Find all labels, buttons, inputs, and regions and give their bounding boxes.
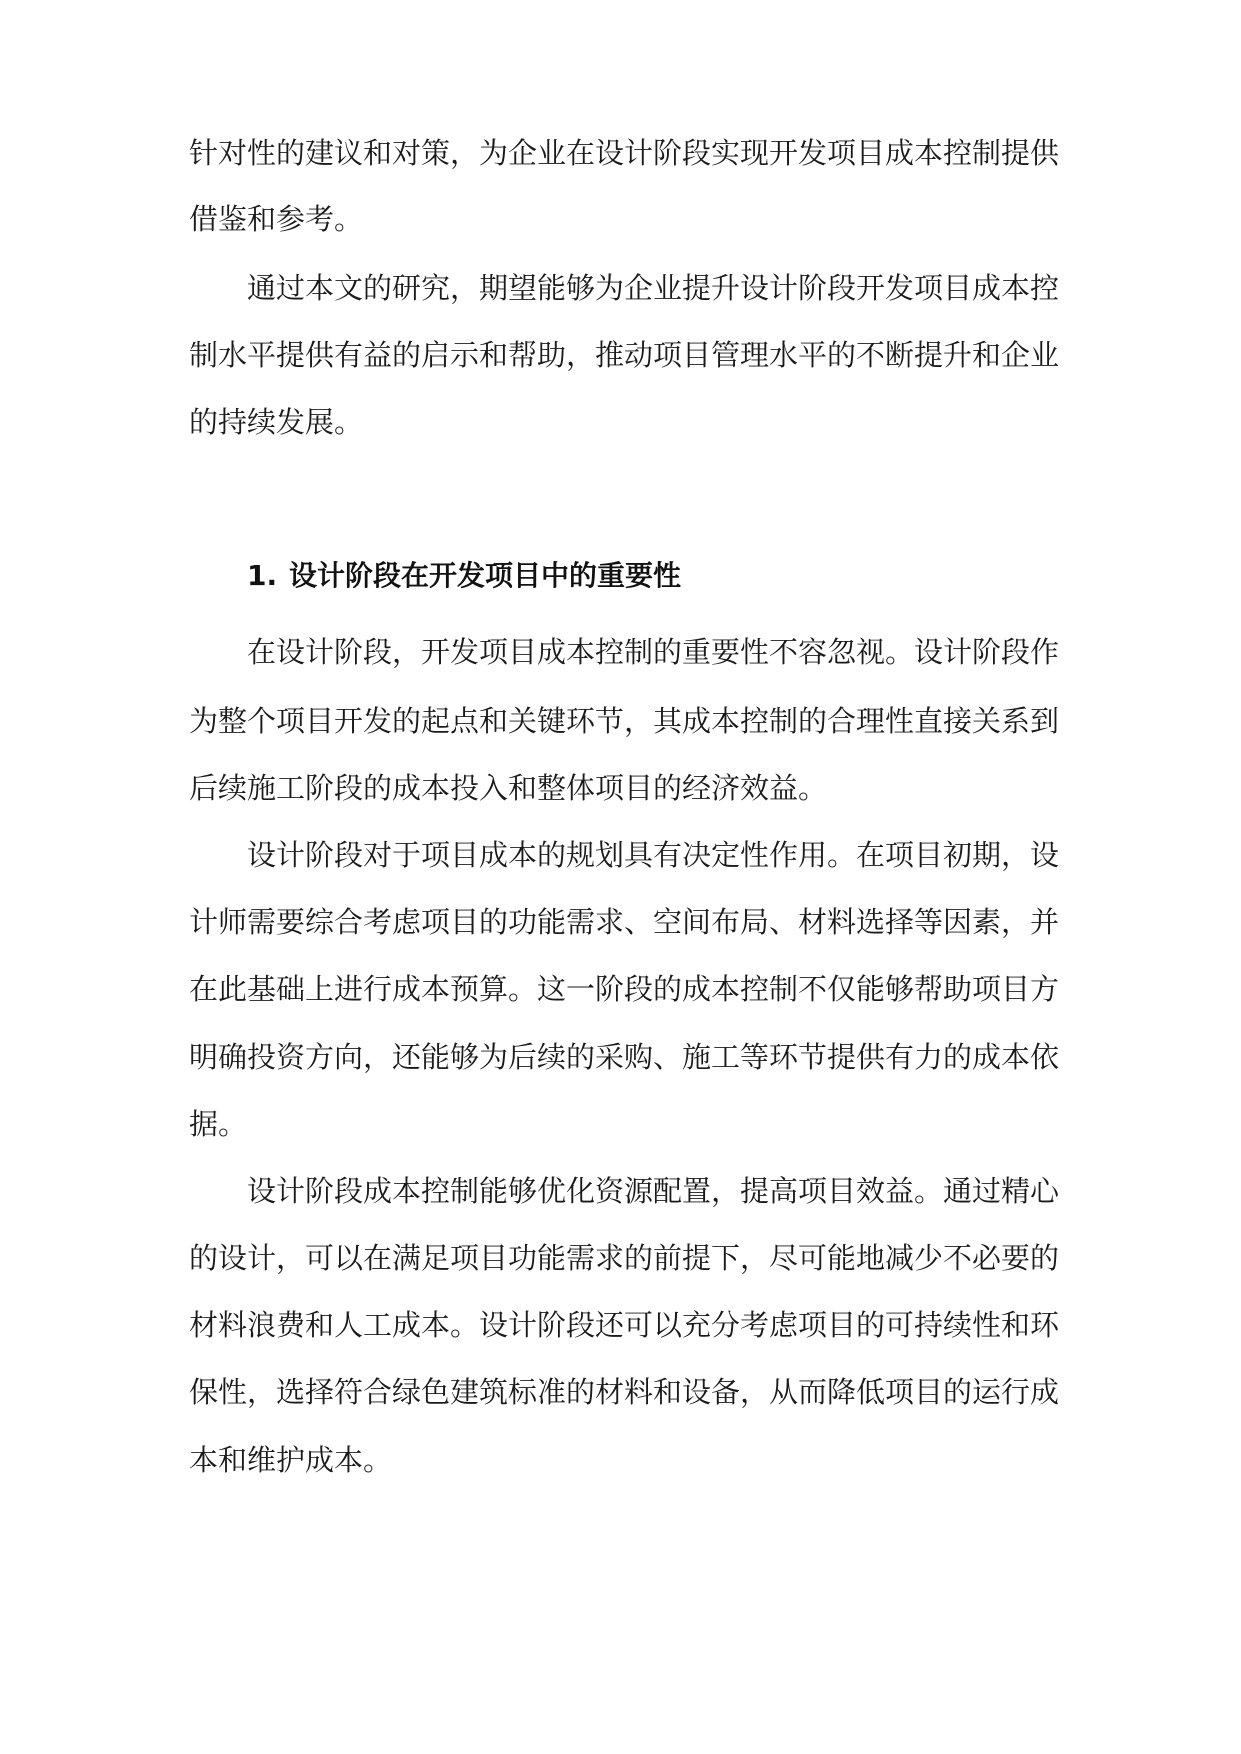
paragraph-line: 后续施工阶段的成本投入和整体项目的经济效益。 (189, 771, 828, 805)
paragraph-line: 的持续发展。 (189, 405, 364, 439)
paragraph-first-line: 通过本文的研究，期望能够为企业提升设计阶段开发项目成本控 (247, 271, 1060, 305)
paragraph-line: 制水平提供有益的启示和帮助，推动项目管理水平的不断提升和企业 (189, 338, 1060, 372)
paragraph-line: 借鉴和参考。 (189, 202, 364, 236)
paragraph-line: 的设计，可以在满足项目功能需求的前提下，尽可能地减少不必要的 (189, 1241, 1060, 1275)
paragraph-line: 据。 (189, 1107, 248, 1141)
paragraph-line: 明确投资方向，还能够为后续的采购、施工等环节提供有力的成本依 (189, 1040, 1060, 1074)
paragraph-line: 针对性的建议和对策，为企业在设计阶段实现开发项目成本控制提供 (189, 136, 1060, 170)
paragraph-first-line: 设计阶段对于项目成本的规划具有决定性作用。在项目初期，设 (247, 838, 1060, 872)
paragraph-line: 保性，选择符合绿色建筑标准的材料和设备，从而降低项目的运行成 (189, 1375, 1060, 1409)
paragraph-line: 计师需要综合考虑项目的功能需求、空间布局、材料选择等因素，并 (189, 905, 1060, 939)
paragraph-first-line: 设计阶段成本控制能够优化资源配置，提高项目效益。通过精心 (247, 1174, 1060, 1208)
paragraph-line: 本和维护成本。 (189, 1443, 393, 1477)
paragraph-line: 在此基础上进行成本预算。这一阶段的成本控制不仅能够帮助项目方 (189, 972, 1060, 1006)
paragraph-line: 材料浪费和人工成本。设计阶段还可以充分考虑项目的可持续性和环 (189, 1308, 1060, 1342)
paragraph-line: 为整个项目开发的起点和关键环节，其成本控制的合理性直接关系到 (189, 704, 1060, 738)
paragraph-first-line: 在设计阶段，开发项目成本控制的重要性不容忽视。设计阶段作 (247, 635, 1060, 669)
section-title: 设计阶段在开发项目中的重要性 (289, 559, 682, 592)
section-number: 1. (247, 559, 278, 592)
section-heading (247, 554, 681, 598)
